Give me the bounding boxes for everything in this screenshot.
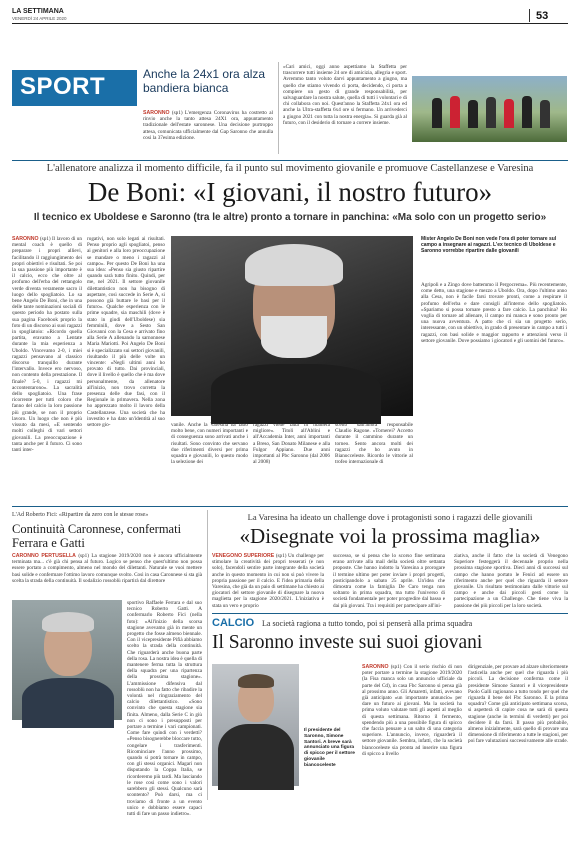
teaser-text: (sp1) L'emergenza Coronavirus ha costretto al rinvio anche la tanto attesa 24X1 ora, appuntamento tradizionale dell'estate saronnese. Una decisione purtroppo attesa, comunicata ufficialmente dal Gap Saronno che annulla così la 37esima edizione.: [143, 110, 273, 141]
article2-dateline: CARONNO PERTUSELLA: [12, 553, 76, 559]
article1-column-4: ragazzi viene fatta in maniera migliore». Titoli all'Ablini e all'Accademia Inter, anni importanti a Breso, San Donato Milanese e alla Fulgor Appiano. Due anni importanti al Pbc Saronno (dal 2006 al 2008): [253, 422, 330, 466]
article1-column-2: rogativi, non solo legati ai risultati. Penso proprio agli spogliatoi, penso ai genitori e alla loro preoccupazione se mandare o meno i ragazzi al campo». Per questo De Boni ha una sua idea: «Penso sia giusto ripartire quando sarà tutto finito. Quindi, per me, nel 2021. Il settore giovanile dilettantistico non ha bisogno di aspettare, così succede in Serie A, si possono già buttare le basi per il futuro». Qualche esperienza con le prime squadre, sia maschili (dove è stato in giudi dell'Uboldese) sia femminili, dove a Sesto San Giovanni con la Cesa e arrivato fino alla Serie A allenando la sarnonnese Maria Mariotti. Poi Angelo De Boni si è specializzato sui settori giovanili, risultando il più delle volte un vincente: «Negli ultimi anni ho provato di tutto. Dai provinciali, dove il livello è quello che è ma dove personalmente, da allenatore all'inizio, non trovo corretta la presenza delle due fasi, con il Regionale in primavera. Nella zona ho apprezzato molto il lavoro della Castellanzese. Una società che ha investito e ha dato un'identità al suo settore gio-: [87, 236, 165, 429]
article2-column-2: sportivo Raffaele Ferrara e dal suo tecnico Roberto Gatti. A confermarlo Roberto Fici (nella foto): «All'inizio della scorsa stagione avevamo già in mente un progetto che fosse almeno biennale. Con il vicepresidente Pifià abbiamo scelto la strada della continuità. Che riguarderà anche buona parte della rosa. La nostra idea è quella di mantenere ferma tutta la struttura della squadra per una ripartenza della prossima stagione». L'ammissione difensiva dal rossoblù non ha fatto che ribadire la volontà nel ringraziamento del calcio dilettantistico. «Sono convinto che questa stagione sia finita. Almeno, dalla Serie C in giù non ci sono i presupposti per portare a termine i vari campionati. Come fare quindi con i verdetti? «Penso bisognerebbe bloccare tutto, congelare i trasferimenti. Ricominciare l'anno prossimo, quando si potrà tornare in campo, con gli stessi organici. Magari non disputando la Coppa Italia, se ricorderemo più tardi. Ma lasciando le rose così come sono i valori sarebbero gli stessi. Qualcuno sarà scontento? Può darsi, ma ci troviamo di fronte a un evento unico e dobbiamo essere capaci tutti di fare un passo indietro».: [127, 600, 202, 817]
article2-headline: Continuità Caronnese, confermati Ferrara e Gatti: [12, 522, 182, 550]
article1-column-1: [12, 236, 82, 498]
teaser-divider: [278, 62, 279, 154]
article1-kicker: L'allenatore analizza il momento difficile, fa il punto sul movimento giovanile e promuove Castellanzese e Varesina: [46, 163, 534, 174]
section-rule-2: [12, 506, 568, 507]
article3-text-1: (sp1) Un challenge per stimolare la creatività dei propri tesserati (e non solo), facendoli sentire parte integrante della società anche in questo momento in cui non si può vivere la propria passione per il calcio. E l'idea primaria della Varesina, che già da un paio di settimane ha chiesto ai giocatori del settore giovanile di disegnare la nuova maglietta per la stagione 2020/2021. L'iniziativa è stata un vero e proprio: [212, 553, 324, 609]
header-rule: [12, 23, 568, 24]
article4-text-1: (sp1) Con il serio rischio di non poter portare a termine la stagione 2019/2020 (la Fisa manca solo un annuncio ufficiale da parte del Cd), in casa Fbc Saronno si pensa già al prossimo anno. Gli Amaretti, infatti, avevano già anticipato «un importante annuncio» per dare un futuro ai giovani. Ma la società ha prima voluto valutare tutti gli aspetti al meglio di questa settimana. Ritorno il fermento, spendendo più a una possibile figura di spicco che faccia pensare a un salto di una categoria superiore. L'annuncio, invece, riguarderà il settore giovanile. Sembra, infatti, che la società biancoceleste sia pronta ad inserire una figura di spicco a livello: [362, 664, 462, 757]
article2-divider: [207, 510, 208, 800]
article3-column-3: ziativa, anche il fatto che la società di Venegono Superiore festeggerà il decennale proprio nella prossima stagione sportiva. Dieci anni di successi sul campo che hanno portato le Fenici ad essere un riferimento anche per quel che riguarda il settore giovanile. Un risultato testimoniato dalle vittorie sul campo e anche dai piccoli gesti come la partecipazione a un Challenge. Che tiene viva la passione dei più piccoli per la loro società.: [454, 553, 568, 609]
roberto-fici-photo: [12, 600, 122, 720]
article1-subhead: Il tecnico ex Uboldese e Saronno (tra le altre) pronto a tornare in panchina: «Ma solo con un progetto serio»: [33, 212, 547, 223]
article1-headline: De Boni: «I giovani, il nostro futuro»: [87, 177, 493, 207]
article4-section-label: CALCIO: [212, 617, 255, 629]
article4-kicker: La società ragiona a tutto tondo, poi si penserà alla prima squadra: [262, 619, 473, 628]
article4-photo-caption: Il presidente del Saronno, Simone Santori. A breve sarà annunciato una figura di spicco per il settore giovanile biancoceleste: [304, 728, 355, 768]
article2-column-1: [12, 553, 202, 597]
article3-dateline: VENEGONO SUPERIORE: [212, 553, 275, 559]
masthead: LA SETTIMANA: [12, 8, 64, 15]
article2-kicker: L'Ad Roberto Fici: «Ripartire da zero con le stesse rose»: [12, 512, 149, 518]
teaser-dateline: SARONNO: [143, 110, 170, 116]
article3-headline: «Disegnate voi la prossima maglia»: [239, 524, 541, 548]
issue-date: VENERDÌ 24 APRILE 2020: [12, 16, 67, 21]
page-number: 53: [536, 10, 549, 22]
page-number-divider: [529, 9, 530, 22]
teaser-quote: «Cari amici, oggi anno aspettiamo la Staffetta per trascorrere tutti insieme 24 ore di amicizia, allegria e sport. Avremmo tanto voluto darvi appuntamento a giugno, ma quello che stiamo vivendo ci porta, decidendo, ci porta a compiere un gesto di grande responsabilità, per salvaguardare la nostra salute, quella di tutti i volontari e di chi collabora con noi. Quest'anno la Staffetta 24x1 ora ed anche la Ultra-staffetta 6x4 ore si fermano. Un arrivederci a giugno 2021 con tutta la nostra energia». Si guarda già al futuro, con il desiderio di tornare a correre insieme.: [283, 64, 407, 126]
section-rule-1: [12, 160, 568, 161]
teaser-title: Anche la 24x1 ora alza bandiera bianca: [143, 67, 266, 95]
article4-column-1: [362, 664, 462, 786]
article1-column-3: vanile. Anche la Varesina ha fatto molto bene, con numeri importanti e di conseguenza sono arrivati anche i risultati. Sono convinto che servano due riferimenti diversi per prima squadra e giovanili, lo questo modo la selezione dei: [171, 422, 248, 466]
sport-section-label: SPORT: [20, 73, 106, 100]
article1-dateline: SARONNO: [12, 236, 39, 242]
simone-santori-photo: [212, 664, 299, 786]
article1-column-5: scelto dall'allora responsabile Claudio Ragone. «Tornerei? Accetto durante il cammino durante un torneo. Sento ancora molti dei ragazzi che ho avuto in Bianocceleste. Ricordo le vittorie al trofeo internazionale di: [335, 422, 413, 466]
article1-photo-caption: Mister Angelo De Boni non vede l'ora di poter tornare sul campo a insegnare ai ragazzi. L'ex tecnico di Uboldese e Saronno vorrebbe ripartire dalle giovanili: [421, 236, 557, 254]
article3-column-1: [212, 553, 324, 609]
article3-kicker: La Varesina ha ideato un challenge dove i protagonisti sono i ragazzi delle giovanili: [247, 512, 533, 522]
article1-text-1: (sp1) Il lavoro di un mental coach è quello di preparare i propri allievi, facilitando il raggiungimento dei propri obiettivi e risultati. Se poi la sua passione più importante è il calcio, ecco che oltre al profumo dell'erba del rettangolo verde diventa veramente sacro il luogo dello spogliatoio. Lo sa bene Angelo De Boni, che in una delle tante nominazioni sociali di questo periodo ha postato sulla sua pagina Facebook proprio la foto di un discorso ai suoi ragazzi in spogliatoio: «Ricordo quella partita, eravamo a Lentate durante la mia esperienza a Uboldo. Vincevamo 2-0, i miei ragazzi pensavano al classico discorso tranquillo durante l'intervallo. Invece ero nervoso, non contento della prestazione. Il finale? 5-0, i ragazzi mi accontentarono». La sacralità dello spogliatoio. Una frase ricorrente per tutti coloro che fanno del calcio la loro passione più grande, se non il proprio lavoro. Un luogo che non è più vissuto da mesi, «E sentendo molti colleghi di vari settori giovanili. La preoccupazione è tanta anche per il futuro. Ci sono tanti inter-: [12, 236, 83, 453]
section-rule-3: [212, 613, 568, 614]
article4-dateline: SARONNO: [362, 664, 389, 670]
staffetta-team-photo: [412, 76, 567, 142]
de-boni-portrait-photo: [171, 236, 413, 416]
article2-text-1: (sp1) La stagione 2019/2020 non è ancora ufficialmente terminata ma... c'è già chi pensa al futuro. Logico se penso che quest'ultimo non possa essere portato a compimento, almeno nel mondo del dilettanti. Naturale se vuoi mettere basi solide e confermare l'ottimo lavoro comunque svolto. Così in casa Caronnese si sta già scelta la strada della continuità. Il sodalizio rossoblù ripartirà dal direttore: [12, 553, 203, 584]
article1-column-6: Agripoli e a Zingo dove battemmo il Pergocrema». Più recentemente, come detto, una stagione e mezzo a Uboldo. Ora, dopo l'ultimo anno alla Cesa, non è facile farsi trovare pronti, come a respirare il profumo dell'erba e dare consigli all'interno dello spogliatoio. «Spariamo si possa tornare presto a fare calcio. La panchina? Ho voglia di tornare ad allenare, il campo mi manca e sono pronto per una nuova avventura. A patto che ci sia un progetto serio, interessante, con un obiettivo, in grado di presentare in campo a tutti i ragazzi, con basi solide e maggior rapporto e attenzioni verso il settore giovanile. Dove possiamo i giocatori e gli uomini del futuro».: [421, 282, 567, 344]
article4-headline: Il Saronno investe sui suoi giovani: [212, 632, 483, 653]
article3-column-2: successo, se si pensa che lo scorso fine settimana erano arrivate alla mail della società oltre settanta proposte. Che hanno indotto la Varesina a prorogare il termine ultimo per poter inviare i propri progetti, posticipandolo a sabato 25 aprile. Un'idea che dimostra come la famiglia De Caro tenga non soltanto in prima squadra, ma tutto l'universo di società fondamentale per poter progredire dal basso e dai più giovani. Tra i requisiti per partecipare all'ini-: [333, 553, 445, 609]
teaser-body: [143, 110, 273, 155]
article4-column-2: dirigenziale, per provare ad alzare ulteriormente l'asticella anche per quel che riguarda i più piccoli. La decisione conferma come il presidente Simone Santori e il vicepresidente Paolo Galli ragionano a tutto tondo per quel che riguarda il bene del Fbc Saronno. E la prima squadra? Come già anticipato settimana scorsa, si aspetterà di capire cosa ne sarà di questa stagione (anche in termini di verdetti) per poi decidere il da farsi. Il passo più probabile, almeno inizialmente, sarà quello di provare una dimensione di riferimento a tutte le stagioni, per poi fare valutazioni successivamente alle strade.: [468, 664, 568, 745]
